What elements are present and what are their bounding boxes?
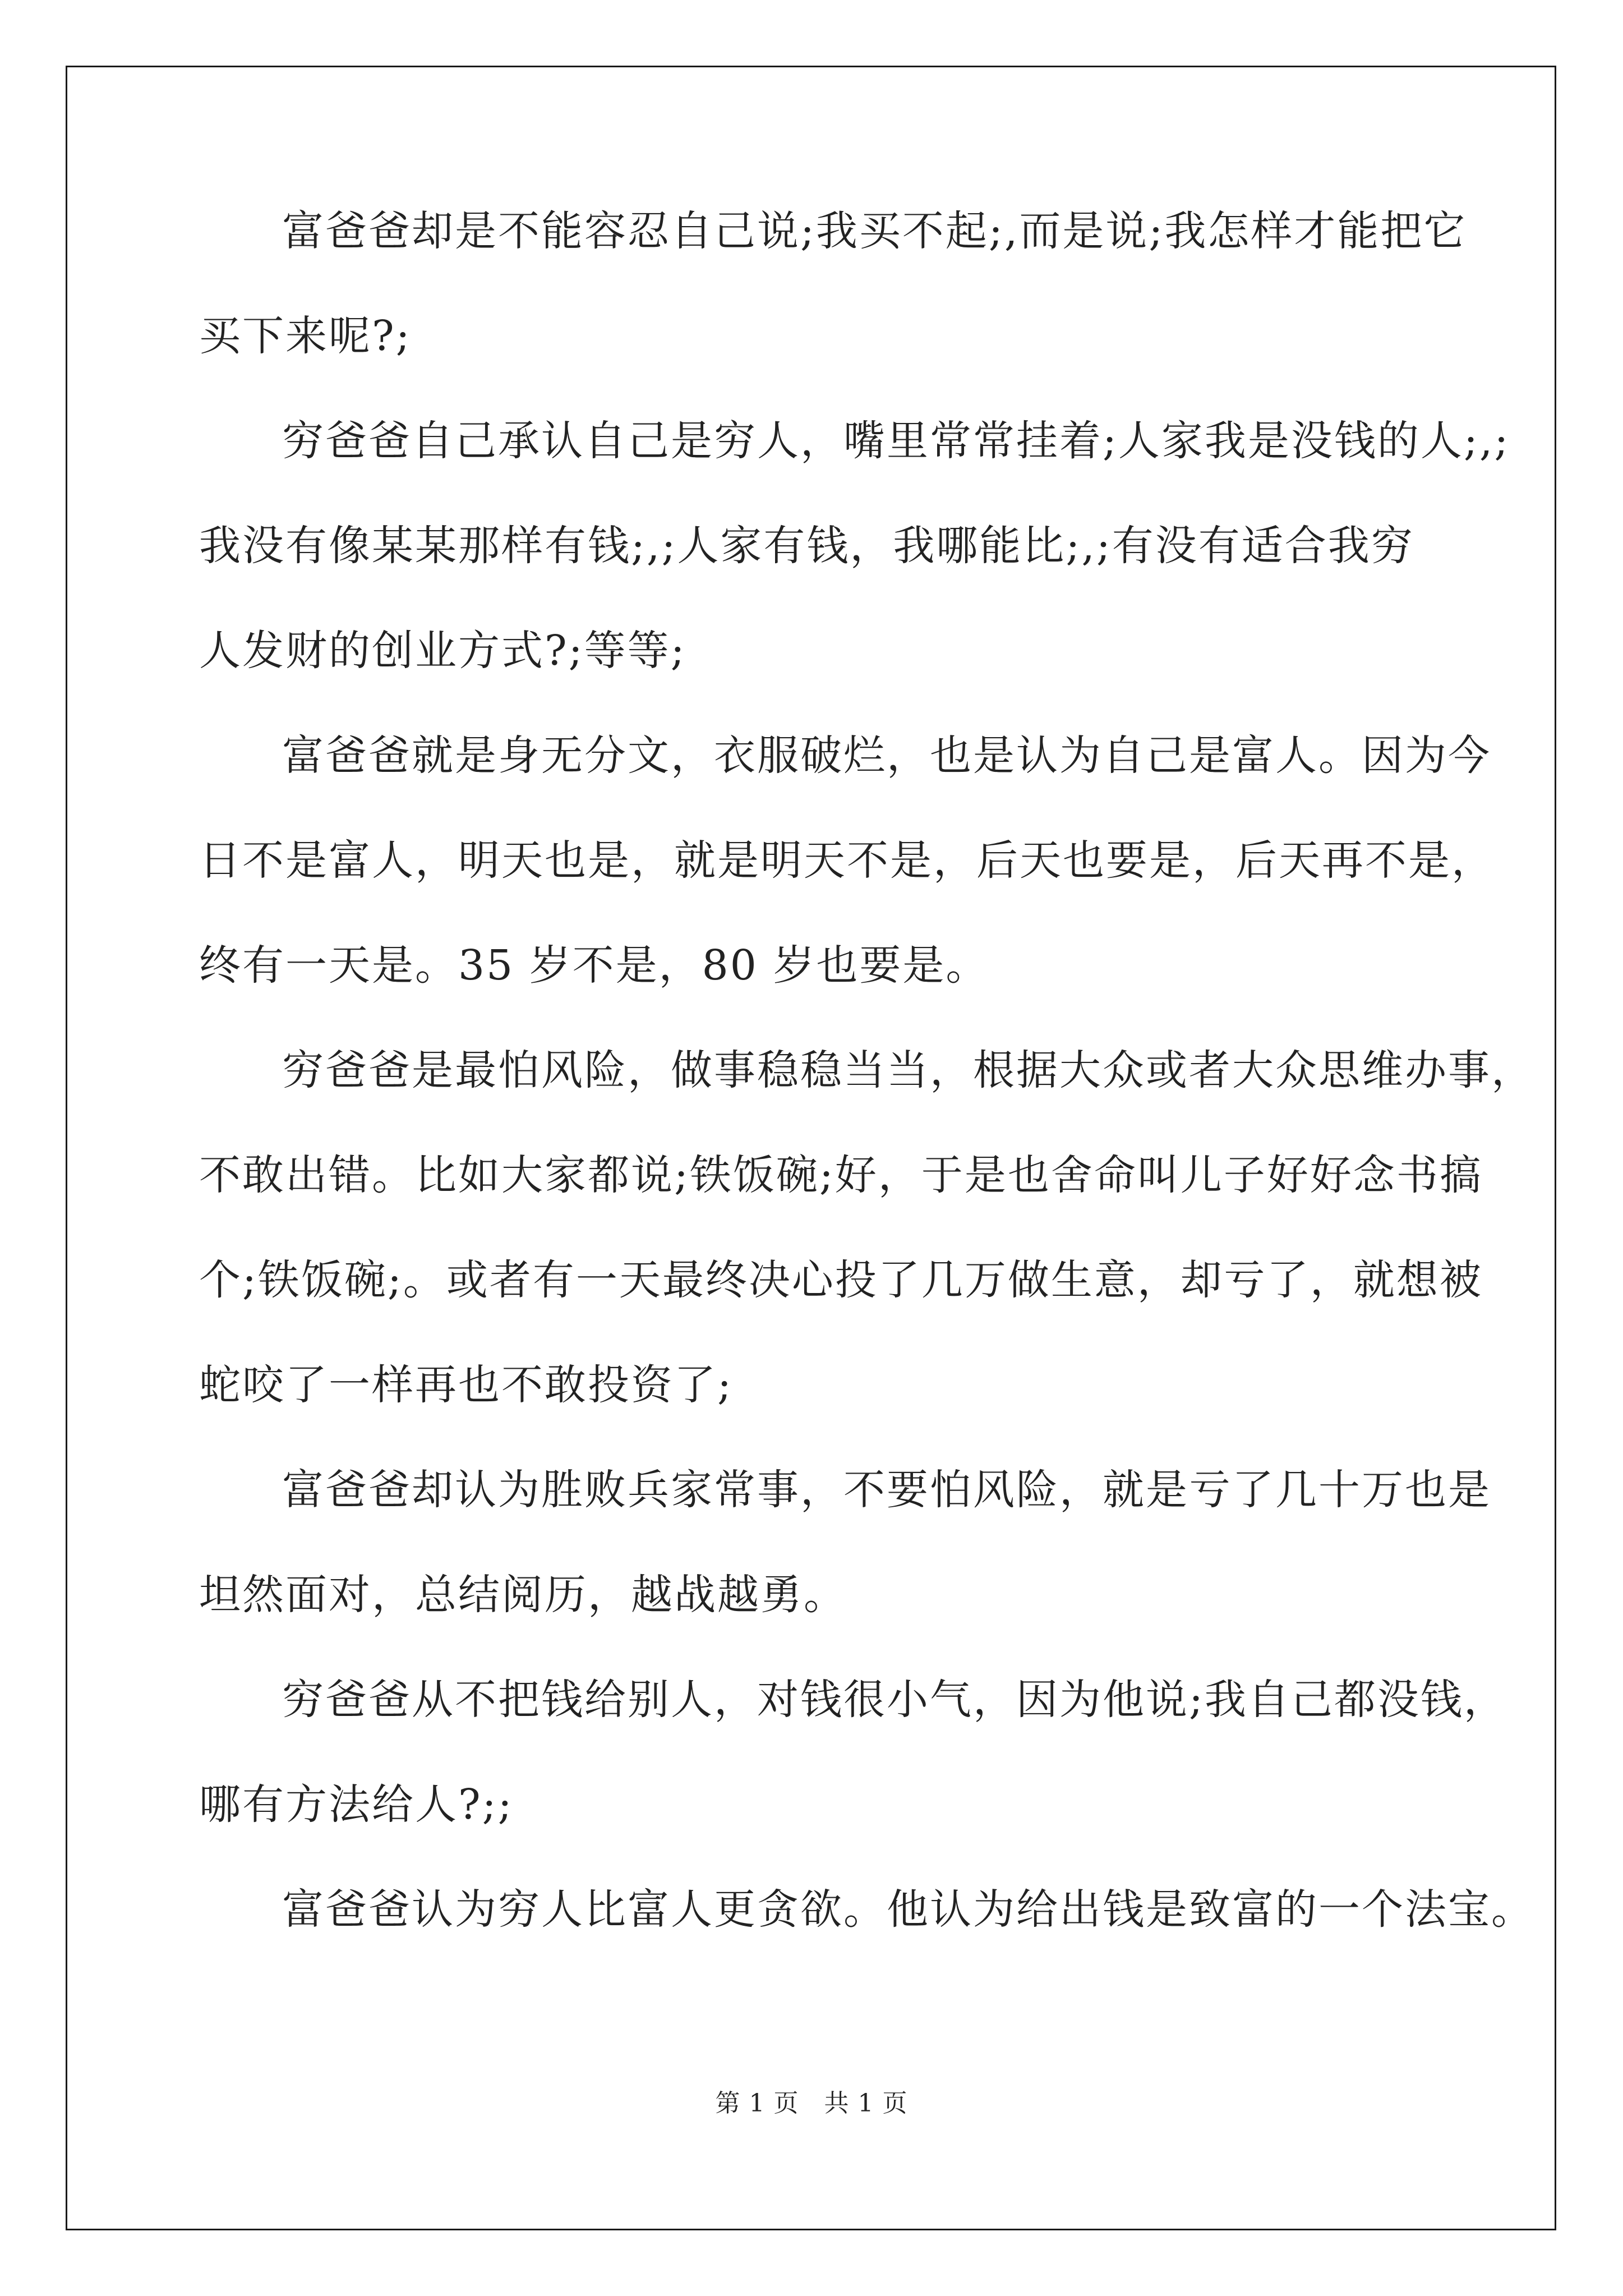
text-line: 穷爸爸从不把钱给别人，对钱很小气，因为他说;我自己都没钱，	[282, 1676, 1507, 1724]
text-line: 日不是富人，明天也是，就是明天不是，后天也要是，后天再不是，	[199, 836, 1495, 885]
text-line: 穷爸爸是最怕风险，做事稳稳当当，根据大众或者大众思维办事，	[282, 1046, 1534, 1094]
document-body	[199, 207, 1534, 1994]
text-line: 蛇咬了一样再也不敢投资了;	[199, 1361, 733, 1409]
text-line: 个;铁饭碗;。或者有一天最终决心投了几万做生意，却亏了，就想被	[199, 1256, 1483, 1304]
text-line: 终有一天是。35 岁不是，80 岁也要是。	[199, 941, 989, 990]
text-line: 人发财的创业方式?;等等;	[199, 627, 686, 675]
text-line: 富爸爸却认为胜败兵家常事，不要怕风险，就是亏了几十万也是	[282, 1466, 1491, 1514]
text-line: 不敢出错。比如大家都说;铁饭碗;好，于是也舍命叫儿子好好念书搞	[199, 1151, 1483, 1199]
text-line: 买下来呢?;	[199, 312, 412, 360]
text-line: 穷爸爸自己承认自己是穷人，嘴里常常挂着;人家我是没钱的人;,;	[282, 417, 1510, 465]
text-line: 我没有像某某那样有钱;,;人家有钱，我哪能比;,;有没有适合我穷	[199, 522, 1414, 570]
text-line: 富爸爸就是身无分文，衣服破烂，也是认为自己是富人。因为今	[282, 731, 1491, 780]
text-line: 富爸爸却是不能容忍自己说;我买不起;,而是说;我怎样才能把它	[282, 207, 1467, 255]
text-line: 富爸爸认为穷人比富人更贪欲。他认为给出钱是致富的一个法宝。	[282, 1885, 1534, 1934]
page-number-footer: 第 1 页 共 1 页	[715, 2089, 908, 2118]
text-line: 坦然面对，总结阅历，越战越勇。	[199, 1571, 847, 1619]
text-line: 哪有方法给人?;;	[199, 1780, 514, 1829]
